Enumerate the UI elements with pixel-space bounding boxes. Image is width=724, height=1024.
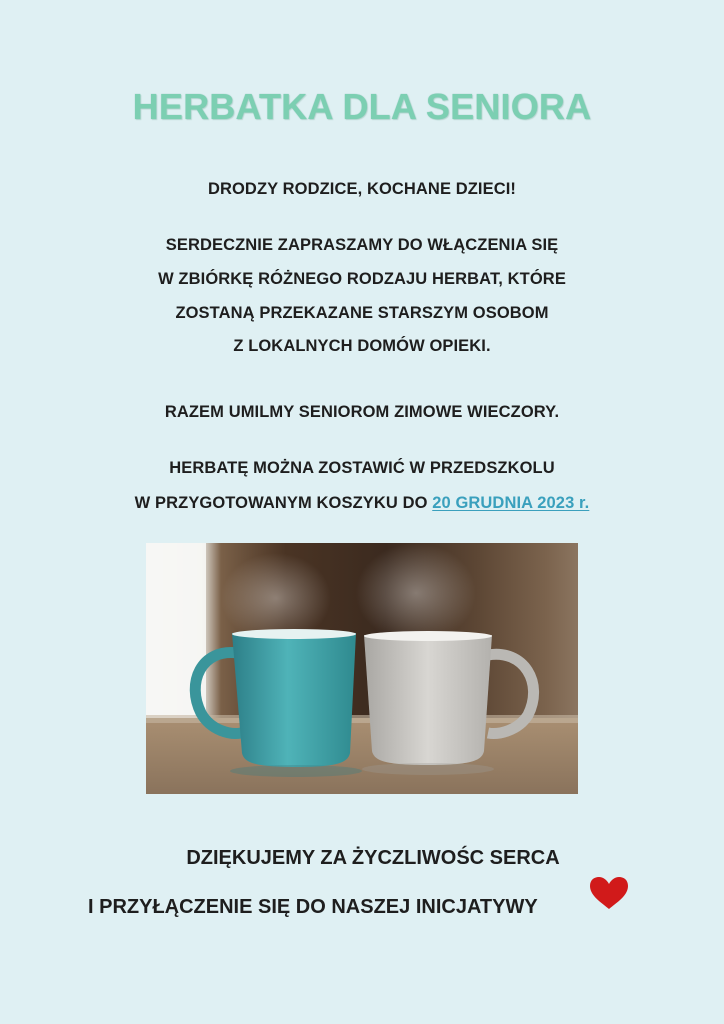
thanks-line-2: I PRZYŁĄCZENIE SIĘ DO NASZEJ INICJATYWY [88,896,538,918]
greeting: DRODZY RODZICE, KOCHANE DZIECI! [207,180,517,198]
invitation-line-1: SERDECZNIE ZAPRASZAMY DO WŁĄCZENIA SIĘ [165,236,559,254]
slogan: RAZEM UMILMY SENIOROM ZIMOWE WIECZORY. [164,403,560,421]
invitation-line-2: W ZBIÓRKĘ RÓŻNEGO RODZAJU HERBAT, KTÓRE [158,270,566,288]
dropoff-prefix: W PRZYGOTOWANYM KOSZYKU DO [134,494,433,512]
dropoff-line-1: HERBATĘ MOŻNA ZOSTAWIĆ W PRZEDSZKOLU [169,459,555,477]
two-tea-mugs-photo [146,543,578,794]
invitation-line-4: Z LOKALNYCH DOMÓW OPIEKI. [233,337,491,355]
deadline-link[interactable]: 20 GRUDNIA 2023 r. [432,494,590,512]
thanks-line-1: DZIĘKUJEMY ZA ŻYCZLIWOŚC SERCA [186,847,560,869]
dropoff-line-2 [0,494,724,513]
poster-title: HERBATKA DLA SENIORA [132,86,592,127]
invitation-line-3: ZOSTANĄ PRZEKAZANE STARSZYM OSOBOM [175,304,549,322]
red-heart-icon [588,876,630,910]
